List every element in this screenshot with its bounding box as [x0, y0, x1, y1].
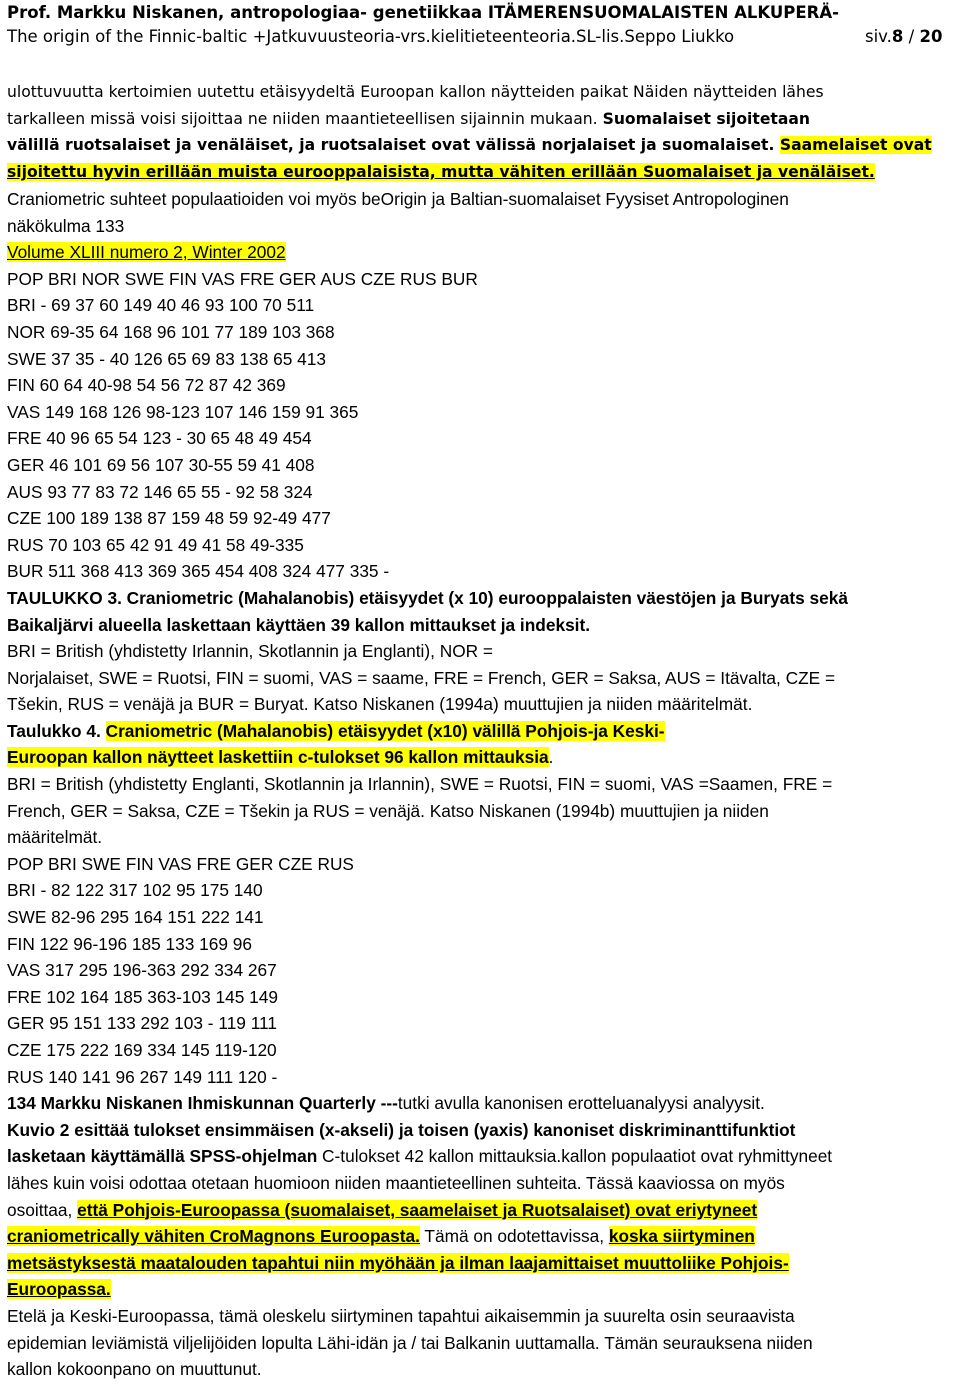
- closing-line: [7, 1250, 957, 1277]
- page-separator: /: [903, 27, 920, 46]
- table4-caption: [7, 718, 957, 745]
- table4-row: CZE 175 222 169 334 145 119-120: [7, 1040, 277, 1060]
- table3-note: Norjalaiset, SWE = Ruotsi, FIN = suomi, VAS = saame, FRE = French, GER = Saksa, AUS = Itävalta, CZE =: [7, 667, 836, 688]
- table4-row: VAS 317 295 196-363 292 334 267: [7, 960, 277, 981]
- intro-line: [7, 106, 957, 133]
- closing-highlight-text: metsästyksestä maatalouden tapahtui niin myöhään ja ilman laajamittaiset muuttoliike Pohjois-: [7, 1252, 789, 1273]
- closing-text: osoittaa,: [7, 1199, 78, 1220]
- table3-note: BRI = British (yhdistetty Irlannin, Skotlannin ja Englanti), NOR =: [7, 641, 494, 662]
- table3-row: NOR 69-35 64 168 96 101 77 189 103 368: [7, 321, 335, 342]
- cranio-line: näkökulma 133: [7, 215, 125, 236]
- intro-line: [7, 159, 957, 186]
- table3-row: BUR 511 368 413 369 365 454 408 324 477 335 -: [7, 561, 390, 582]
- closing-text: C-tulokset 42 kallon mittauksia.kallon populaatiot ovat ryhmittyneet: [322, 1146, 833, 1167]
- intro-line: ulottuvuutta kertoimien uutettu etäisyydeltä Euroopan kallon näytteiden paikat Näiden näytteiden lähes: [7, 83, 824, 101]
- page-total: 20: [919, 27, 943, 46]
- volume-line: [7, 239, 957, 266]
- closing-highlight-text: craniometrically vähiten CroMagnons Euroopasta.: [7, 1226, 420, 1247]
- table4-caption: [7, 744, 957, 771]
- table4-note: määritelmät.: [7, 827, 103, 848]
- table4-row: SWE 82-96 295 164 151 222 141: [7, 907, 264, 928]
- table3-row: BRI - 69 37 60 149 40 46 93 100 70 511: [7, 295, 315, 316]
- page-indicator: [865, 25, 942, 48]
- cranio-line: Craniometric suhteet populaatioiden voi myös beOrigin ja Baltian-suomalaiset Fyysiset Antropologinen: [7, 189, 789, 209]
- closing-highlight-text: että Pohjois-Euroopassa (suomalaiset, saamelaiset ja Ruotsalaiset) ovat eriytyneet: [77, 1199, 758, 1220]
- table3-row: RUS 70 103 65 42 91 49 41 58 49-335: [7, 534, 304, 555]
- main-text: [7, 186, 957, 1383]
- intro-highlight-text: sijoitettu hyvin erillään muista eurooppalaisista, mutta vähiten erillään Suomalaiset ja venäläiset.: [7, 162, 875, 181]
- document-header-subtitle: The origin of the Finnic-baltic +Jatkuvuusteoria-vrs.kielitieteenteoria.SL-lis.Seppo Liukko: [7, 27, 735, 46]
- closing-line: [7, 1276, 957, 1303]
- closing-line: Etelä ja Keski-Euroopassa, tämä oleskelu siirtyminen tapahtui aikaisemmin ja suurelta osin seuraavista: [7, 1305, 795, 1326]
- table3-row: POP BRI NOR SWE FIN VAS FRE GER AUS CZE RUS BUR: [7, 268, 478, 289]
- closing-highlight-text: koska siirtyminen: [608, 1226, 755, 1247]
- table3-row: GER 46 101 69 56 107 30-55 59 41 408: [7, 454, 315, 475]
- table4-row: RUS 140 141 96 267 149 111 120 -: [7, 1066, 278, 1087]
- intro-line: [7, 132, 957, 159]
- table3-note: Tšekin, RUS = venäjä ja BUR = Buryat. Katso Niskanen (1994a) muuttujien ja niiden määritelmät.: [7, 694, 753, 715]
- closing-line: [7, 1223, 957, 1250]
- table4-note: BRI = British (yhdistetty Englanti, Skotlannin ja Irlannin), SWE = Ruotsi, FIN = suomi, VAS =Saamen, FRE =: [7, 774, 833, 795]
- closing-text: Tämä on odotettavissa,: [419, 1226, 609, 1247]
- closing-line: [7, 1090, 957, 1117]
- table3-row: SWE 37 35 - 40 126 65 69 83 138 65 413: [7, 348, 326, 369]
- table4-row: FRE 102 164 185 363-103 145 149: [7, 986, 278, 1007]
- closing-text: tutki avulla kanonisen erotteluanalyysi analyysit.: [397, 1093, 765, 1114]
- table3-caption: Baikaljärvi alueella laskettaan käyttäen 39 kallon mittaukset ja indeksit.: [7, 614, 591, 635]
- closing-line: [7, 1143, 957, 1170]
- intro-bold-text: Suomalaiset sijoitetaan: [602, 109, 811, 128]
- table3-caption: TAULUKKO 3. Craniometric (Mahalanobis) etäisyydet (x 10) eurooppalaisten väestöjen ja Buryats sekä: [7, 587, 848, 608]
- table3-row: FRE 40 96 65 54 123 - 30 65 48 49 454: [7, 428, 312, 449]
- page-prefix: siv.: [865, 27, 892, 46]
- closing-bold-text: 134 Markku Niskanen Ihmiskunnan Quarterly ---: [7, 1093, 398, 1114]
- table4-row: FIN 122 96-196 185 133 169 96: [7, 933, 253, 954]
- closing-bold-text: lasketaan käyttämällä SPSS-ohjelman: [7, 1146, 323, 1167]
- table4-caption-label: Taulukko 4.: [7, 720, 106, 741]
- closing-highlight-text: Euroopassa.: [7, 1279, 111, 1300]
- closing-line: kallon kokoonpano on muuttunut.: [7, 1359, 262, 1380]
- intro-highlight-text: Saamelaiset ovat: [779, 136, 932, 155]
- table4-note: French, GER = Saksa, CZE = Tšekin ja RUS = venäjä. Katso Niskanen (1994b) muuttujien ja niiden: [7, 800, 769, 821]
- table4-row: BRI - 82 122 317 102 95 175 140: [7, 880, 263, 901]
- table3-row: VAS 149 168 126 98-123 107 146 159 91 365: [7, 401, 359, 422]
- closing-line: epidemian leviämistä viljelijöiden lopulta Lähi-idän ja / tai Balkanin uuttamalla. Tämän seurauksena niiden: [7, 1332, 813, 1353]
- intro-bold-text: välillä ruotsalaiset ja venäläiset, ja ruotsalaiset ovat välissä norjalaiset ja suomalaiset.: [7, 136, 780, 155]
- table4-caption-highlight: Craniometric (Mahalanobis) etäisyydet (x10) välillä Pohjois-ja Keski-: [105, 720, 665, 741]
- closing-line: lähes kuin voisi odottaa otetaan huomioon niiden maantieteellinen suhteita. Tässä kaaviossa on myös: [7, 1172, 785, 1193]
- table4-caption-highlight: Euroopan kallon näytteet laskettiin c-tulokset 96 kallon mittauksia: [7, 747, 549, 768]
- closing-line: Kuvio 2 esittää tulokset ensimmäisen (x-akseli) ja toisen (yaxis) kanoniset diskriminanttifunktiot: [7, 1119, 796, 1140]
- table3-row: AUS 93 77 83 72 146 65 55 - 92 58 324: [7, 481, 313, 502]
- table4-row: GER 95 151 133 292 103 - 119 111: [7, 1013, 277, 1034]
- page-current: 8: [891, 27, 904, 46]
- closing-line: [7, 1197, 957, 1224]
- table4-row: POP BRI SWE FIN VAS FRE GER CZE RUS: [7, 853, 354, 874]
- document-header-title: Prof. Markku Niskanen, antropologiaa- genetiikkaa ITÄMERENSUOMALAISTEN ALKUPERÄ-: [7, 3, 839, 22]
- intro-paragraph: [7, 79, 957, 185]
- table3-row: FIN 60 64 40-98 54 56 72 87 42 369: [7, 375, 286, 396]
- volume-label: Volume XLIII numero 2, Winter 2002: [7, 242, 286, 263]
- table4-caption-end: .: [548, 747, 554, 768]
- intro-text: tarkalleen missä voisi sijoittaa ne niiden maantieteellisen sijainnin mukaan.: [7, 109, 603, 128]
- table3-row: CZE 100 189 138 87 159 48 59 92-49 477: [7, 508, 331, 529]
